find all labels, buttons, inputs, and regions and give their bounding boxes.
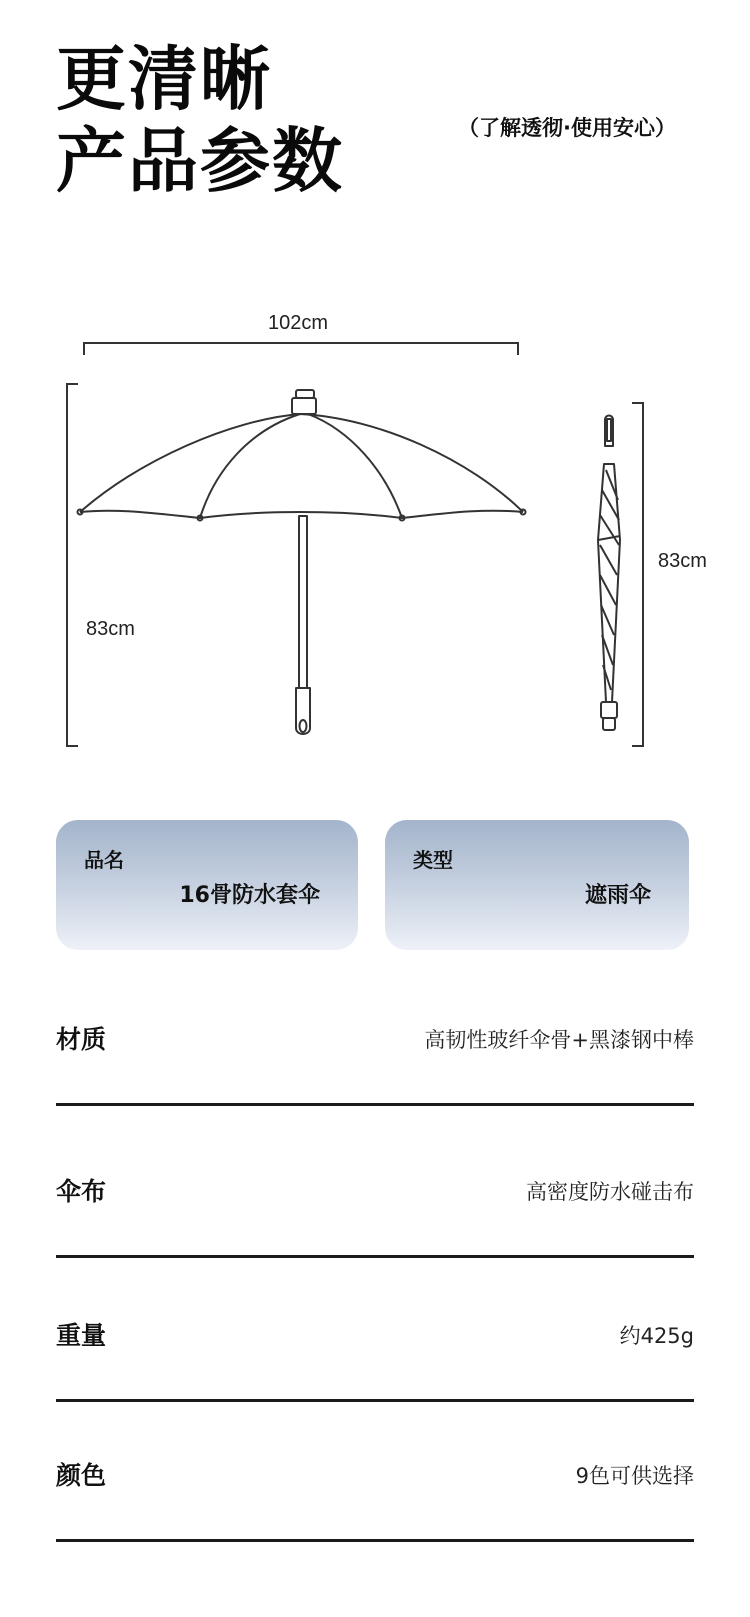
closed-umbrella-icon (598, 416, 620, 731)
spec-label: 颜色 (56, 1461, 107, 1490)
page-subtitle: （了解透彻·使用安心） (458, 116, 676, 140)
spec-label: 伞布 (56, 1177, 107, 1206)
open-height-dimension-line (67, 384, 78, 746)
spec-row-weight (56, 1302, 694, 1402)
card-value: 16骨防水套伞 (179, 883, 320, 908)
closed-height-label: 83cm (658, 550, 707, 572)
umbrella-diagram (0, 290, 750, 750)
card-type (385, 820, 689, 950)
spec-value: 9色可供选择 (575, 1464, 694, 1488)
divider (56, 1399, 694, 1402)
card-label: 类型 (413, 848, 453, 872)
divider (56, 1539, 694, 1542)
closed-height-dimension-line (632, 403, 643, 746)
width-dimension-line (84, 343, 518, 355)
open-umbrella-icon (78, 390, 526, 734)
spec-value: 高韧性玻纤伞骨+黑漆钢中棒 (424, 1028, 694, 1052)
spec-row-material (56, 1006, 694, 1106)
spec-value: 高密度防水碰击布 (526, 1180, 694, 1204)
spec-label: 材质 (56, 1025, 107, 1054)
width-label: 102cm (268, 312, 329, 334)
divider (56, 1255, 694, 1258)
spec-row-color (56, 1442, 694, 1542)
spec-value: 约425g (619, 1324, 694, 1348)
page-title-line2: 产品参数 (56, 120, 344, 202)
spec-row-fabric (56, 1158, 694, 1258)
spec-label: 重量 (56, 1321, 107, 1350)
page-title-line1: 更清晰 (56, 38, 272, 120)
open-height-label: 83cm (86, 618, 135, 640)
card-label: 品名 (84, 848, 124, 872)
divider (56, 1103, 694, 1106)
card-value: 遮雨伞 (584, 883, 651, 908)
card-product-name (56, 820, 358, 950)
